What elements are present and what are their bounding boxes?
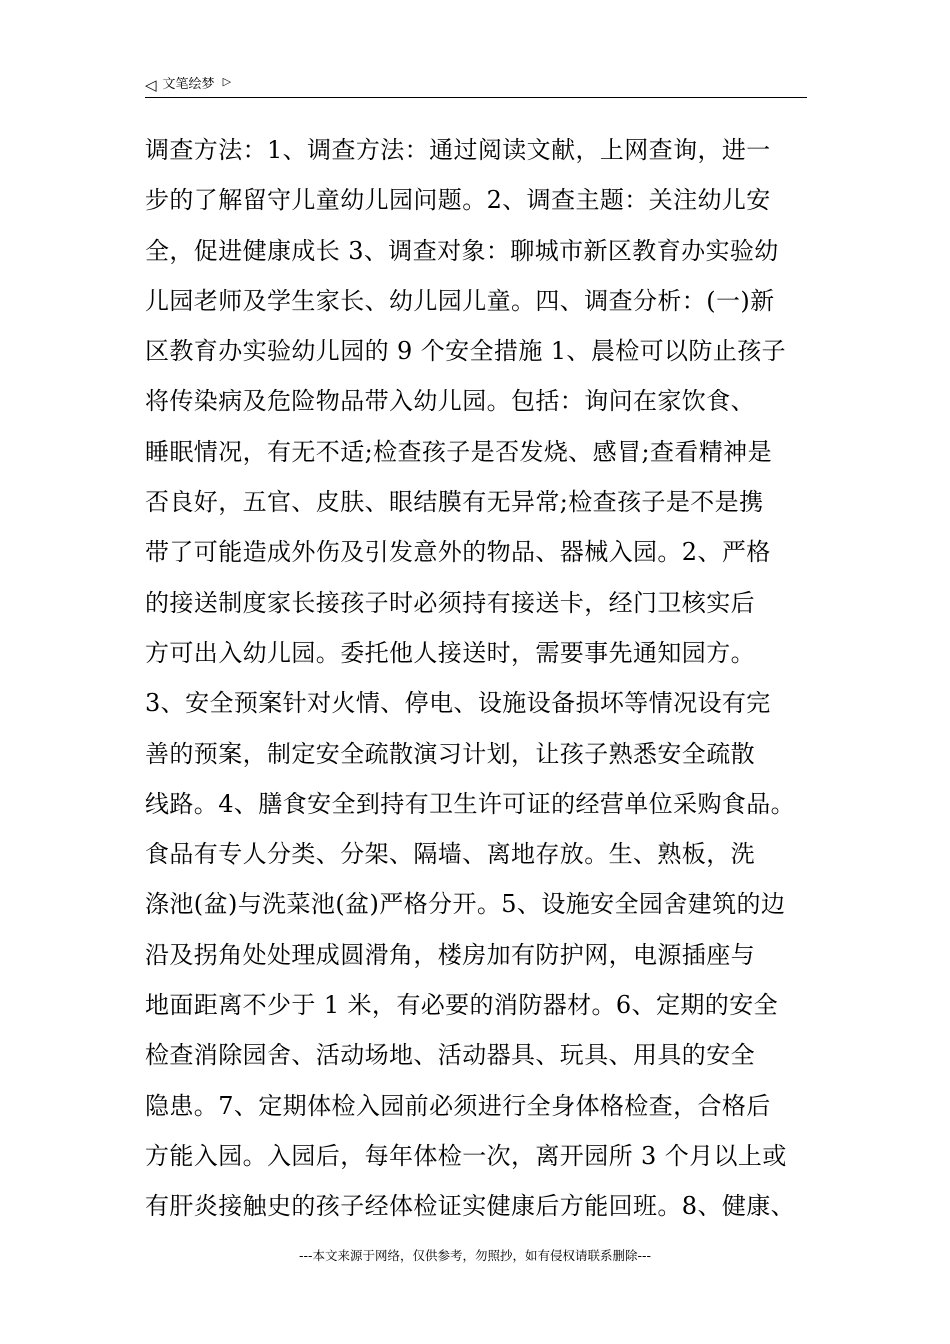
body-text-line: 线路。4、膳食安全到持有卫生许可证的经营单位采购食品。 [145, 789, 796, 818]
body-text-line: 检查消除园舍、活动场地、活动器具、玩具、用具的安全 [145, 1041, 755, 1070]
document-body [145, 125, 815, 1232]
header-title: 文笔绘梦 [162, 77, 215, 92]
body-text-line: 带了可能造成外伤及引发意外的物品、器械入园。2、严格 [145, 538, 771, 567]
body-text-line: 涤池(盆)与洗菜池(盆)严格分开。5、设施安全园舍建筑的边 [145, 890, 786, 919]
body-text-line: 方能入园。入园后，每年体检一次，离开园所 3 个月以上或 [145, 1141, 787, 1170]
body-text-line: 有肝炎接触史的孩子经体检证实健康后方能回班。8、健康、 [145, 1192, 796, 1221]
body-text-line: 步的了解留守儿童幼儿园问题。2、调查主题：关注幼儿安 [145, 186, 771, 215]
body-text-line: 方可出入幼儿园。委托他人接送时，需要事先通知园方。 [145, 638, 755, 667]
body-text-line: 食品有专人分类、分架、隔墙、离地存放。生、熟板，洗 [145, 840, 755, 869]
body-text-line: 区教育办实验幼儿园的 9 个安全措施 1、晨检可以防止孩子 [145, 337, 787, 366]
body-text-line: 沿及拐角处处理成圆滑角，楼房加有防护网，电源插座与 [145, 940, 755, 969]
body-text-line: 将传染病及危险物品带入幼儿园。包括：询问在家饮食、 [145, 387, 755, 416]
body-text-line: 调查方法：1、调查方法：通过阅读文献，上网查询，进一 [145, 136, 771, 164]
body-text-line: 地面距离不少于 1 米，有必要的消防器材。6、定期的安全 [145, 991, 778, 1020]
body-text-line: 隐患。7、定期体检入园前必须进行全身体格检查，合格后 [145, 1091, 771, 1120]
triangle-left-icon: ◁ [145, 76, 157, 94]
triangle-right-icon: ▷ [222, 75, 232, 88]
body-text-line: 否良好，五官、皮肤、眼结膜有无异常;检查孩子是不是携 [145, 488, 764, 517]
body-text-line: 睡眠情况，有无不适;检查孩子是否发烧、感冒;查看精神是 [145, 437, 772, 466]
header-divider [145, 97, 807, 98]
body-text-line: 全，促进健康成长 3、调查对象：聊城市新区教育办实验幼 [145, 236, 779, 265]
body-text-line: 儿园老师及学生家长、幼儿园儿童。四、调查分析：(一)新 [145, 286, 775, 315]
body-text-line: 3、安全预案针对火情、停电、设施设备损坏等情况设有完 [145, 689, 771, 718]
body-text-line: 的接送制度家长接孩子时必须持有接送卡，经门卫核实后 [145, 588, 755, 617]
page-header [145, 74, 807, 96]
page-footer: ---本文来源于网络，仅供参考，勿照抄，如有侵权请联系删除--- [298, 1248, 652, 1263]
body-text-line: 善的预案，制定安全疏散演习计划，让孩子熟悉安全疏散 [145, 739, 755, 768]
